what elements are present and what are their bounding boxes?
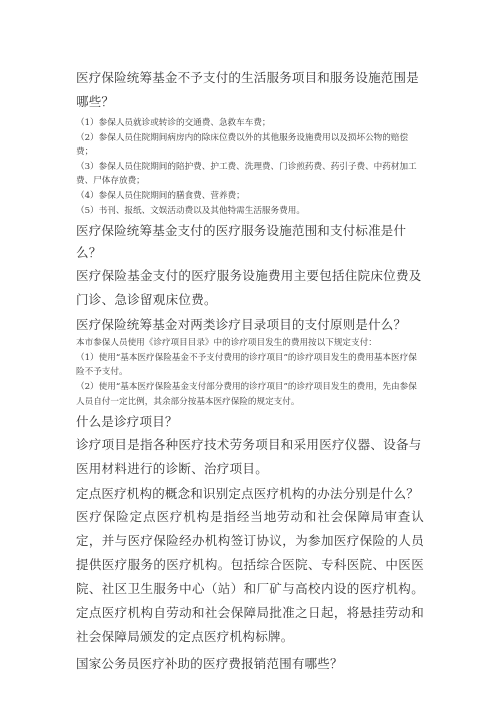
list-item: （1）使用“基本医疗保险基金不予支付费用的诊疗项目”的诊疗项目发生的费用基本医疗保险不予支付。 — [76, 352, 417, 378]
answer-paragraph: 诊疗项目是指各种医疗技术劳务项目和采用医疗仪器、设备与医用材料进行的诊断、治疗项目。 — [76, 437, 422, 477]
list-item: （4）参保人员住院期间的膳食费、营养费； — [76, 190, 245, 201]
document-page — [76, 66, 424, 675]
list-item: （5）书刊、报纸、文娱活动费以及其他特需生活服务费用。 — [76, 205, 305, 216]
list-item: （3）参保人员住院期间的陪护费、护工费、洗理费、门诊煎药费、药引子费、中药材加工费、尸体存放费； — [76, 161, 417, 187]
list-item: （1）参保人员就诊或转诊的交通费、急救车车费； — [76, 118, 271, 128]
question-heading: 国家公务员医疗补助的医疗费报销范围有哪些？ — [76, 656, 343, 672]
question-heading: 医疗保险统筹基金不予支付的生活服务项目和服务设施范围是哪些？ — [76, 70, 419, 109]
answer-paragraph: 医疗保险定点医疗机构是指经当地劳动和社会保障局审查认定，并与医疗保险经办机构签订协议，为参加医疗保险的人员提供医疗服务的医疗机构。包括综合医院、专科医院、中医医院、社区卫生服务中心（站）和厂矿与高校内设的医疗机构。定点医疗机构自劳动和社会保障局批准之日起，将悬挂劳动和社会保障局颁发的定点医疗机构标牌。 — [76, 509, 424, 645]
answer-paragraph: 医疗保险基金支付的医疗服务设施费用主要包括住院床位费及门诊、急诊留观床位费。 — [76, 268, 422, 308]
question-heading: 什么是诊疗项目？ — [76, 414, 178, 430]
list-item: 本市参保人员使用《诊疗项目目录》中的诊疗项目发生的费用按以下规定支付： — [76, 338, 377, 349]
list-item: （2）参保人员住院期间病房内的除床位费以外的其他服务设施费用以及损坏公物的赔偿费； — [76, 132, 409, 158]
list-item: （2）使用“基本医疗保险基金支付部分费用的诊疗项目”的诊疗项目发生的费用，先由参保人员自付一定比例，其余部分按基本医疗保险的规定支付。 — [76, 381, 417, 407]
question-heading: 定点医疗机构的概念和识别定点医疗机构的办法分别是什么？ — [76, 486, 419, 502]
question-heading: 医疗保险统筹基金对两类诊疗目录项目的支付原则是什么？ — [76, 317, 407, 333]
question-heading: 医疗保险统筹基金支付的医疗服务设施范围和支付标准是什么？ — [76, 223, 407, 261]
